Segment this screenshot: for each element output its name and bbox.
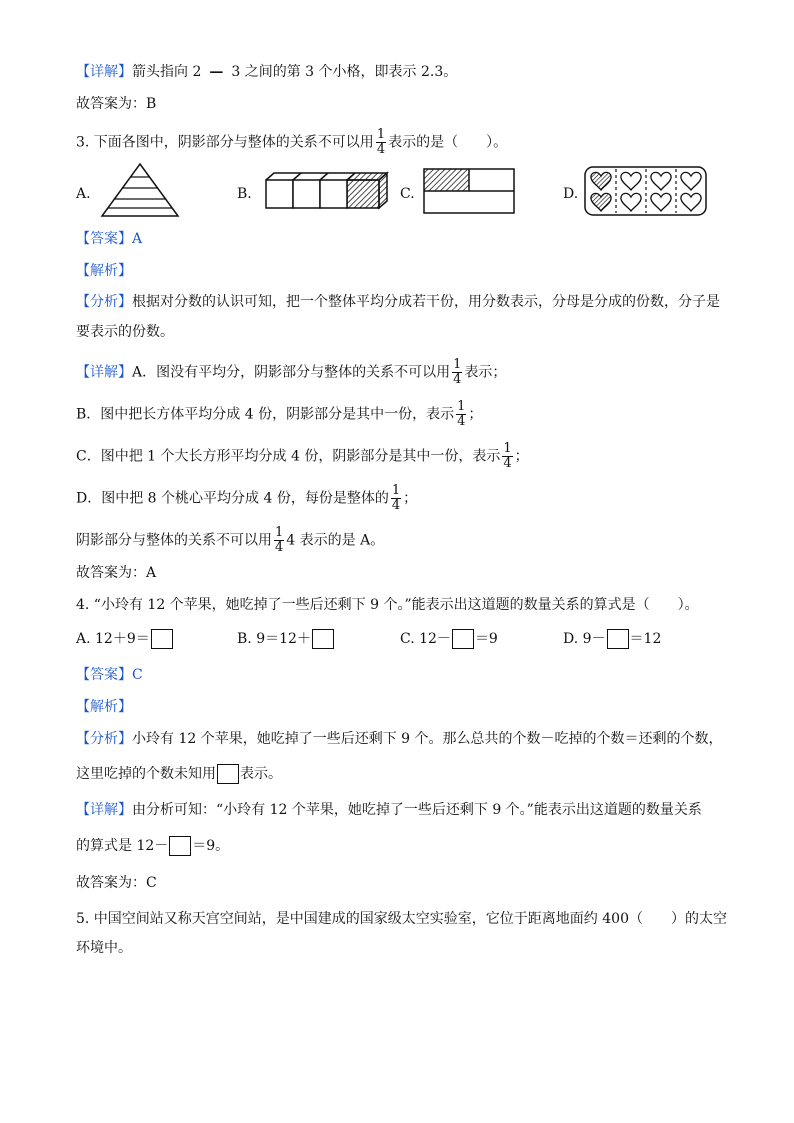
option-b-label: B.	[237, 186, 252, 202]
answer-line-3: 故答案为：A	[76, 565, 157, 581]
detail-line: 【详解】箭头指向 2 — 3 之间的第 3 个小格，即表示 2.3。	[76, 64, 458, 80]
question-4: 4. “小玲有 12 个苹果，她吃掉了一些后还剩下 9 个。”能表示出这道题的数量关系的算式是（ ）。	[76, 597, 699, 613]
figure-d-hearts	[584, 166, 708, 216]
analysis-tag-4: 【解析】	[76, 699, 132, 715]
fraction: $\frac{1}{4}$	[503, 441, 512, 471]
blank-box	[151, 629, 173, 649]
figure-a-triangle	[100, 162, 180, 218]
fraction: $\frac{1}{4}$	[275, 525, 284, 555]
option-4c: C. 12－ ＝9	[400, 631, 498, 647]
analysis-3-line1: 【分析】根据对分数的认识可知，把一个整体平均分成若干份，用分数表示，分母是分成的份数，分子是	[76, 294, 720, 310]
option-d-label: D.	[563, 186, 579, 202]
fraction-one-quarter: $\frac{1}{4}$	[376, 127, 386, 157]
detail-tag: 【详解】	[76, 64, 132, 80]
option-4b: B. 9＝12＋	[237, 629, 335, 649]
detail-3-e: 阴影部分与整体的关系不可以用 $\frac{1}{4}$ 4 表示的是 A。	[76, 525, 385, 555]
option-4d: D. 9－ ＝12	[563, 631, 662, 647]
question-3: 3. 下面各图中，阴影部分与整体的关系不可以用 $\frac{1}{4}$ 表示的是（ ）。	[76, 127, 508, 157]
detail-3-b: B．图中把长方体平均分成 4 份，阴影部分是其中一份，表示 $\frac{1}{4}$ ；	[76, 399, 483, 429]
blank-box	[607, 629, 629, 649]
blank-box	[217, 764, 239, 784]
question-5-line2: 环境中。	[76, 940, 132, 956]
question-5-line1: 5. 中国空间站又称天宫空间站，是中国建成的国家级太空实验室，它位于距离地面约 400（ ）的太空	[76, 911, 727, 927]
blank-box	[169, 836, 191, 856]
detail-3-d: D．图中把 8 个桃心平均分成 4 份，每份是整体的 $\frac{1}{4}$ ；	[76, 483, 418, 513]
figure-c-rectangle	[423, 168, 515, 214]
detail-4-line1: 【详解】由分析可知：“小玲有 12 个苹果，她吃掉了一些后还剩下 9 个。”能表示出这道题的数量关系	[76, 802, 702, 818]
answer-line-4: 故答案为：C	[76, 875, 157, 891]
analysis-4-line2: 这里吃掉的个数未知用 表示。	[76, 766, 282, 782]
analysis-tag-3: 【解析】	[76, 263, 132, 279]
figure-b-cuboids	[265, 172, 385, 214]
fraction: $\frac{1}{4}$	[457, 399, 466, 429]
blank-box	[312, 629, 334, 649]
option-a-label: A.	[76, 186, 91, 202]
fraction: $\frac{1}{4}$	[391, 483, 401, 513]
answer-tag-4: 【答案】C	[76, 667, 143, 683]
fraction: $\frac{1}{4}$	[453, 357, 462, 387]
detail-3-c: C．图中把 1 个大长方形平均分成 4 份，阴影部分是其中一份，表示 $\frac{1}{4}$ ；	[76, 441, 529, 471]
blank-box	[452, 629, 474, 649]
analysis-3-line2: 要表示的份数。	[76, 324, 174, 340]
detail-3-a: 【详解】A．图没有平均分，阴影部分与整体的关系不可以用 $\frac{1}{4}$ 表示；	[76, 357, 507, 387]
answer-line-2: 故答案为：B	[76, 96, 157, 112]
detail-4-line2: 的算式是 12－ ＝9。	[76, 838, 230, 854]
answer-tag-3: 【答案】A	[76, 231, 143, 247]
option-4a: A. 12＋9＝	[76, 629, 174, 649]
option-c-label: C.	[400, 186, 415, 202]
dash-mark: —	[209, 64, 224, 80]
analysis-4-line1: 【分析】小玲有 12 个苹果，她吃掉了一些后还剩下 9 个。那么总共的个数－吃掉的个数＝还剩的个数，	[76, 731, 723, 747]
